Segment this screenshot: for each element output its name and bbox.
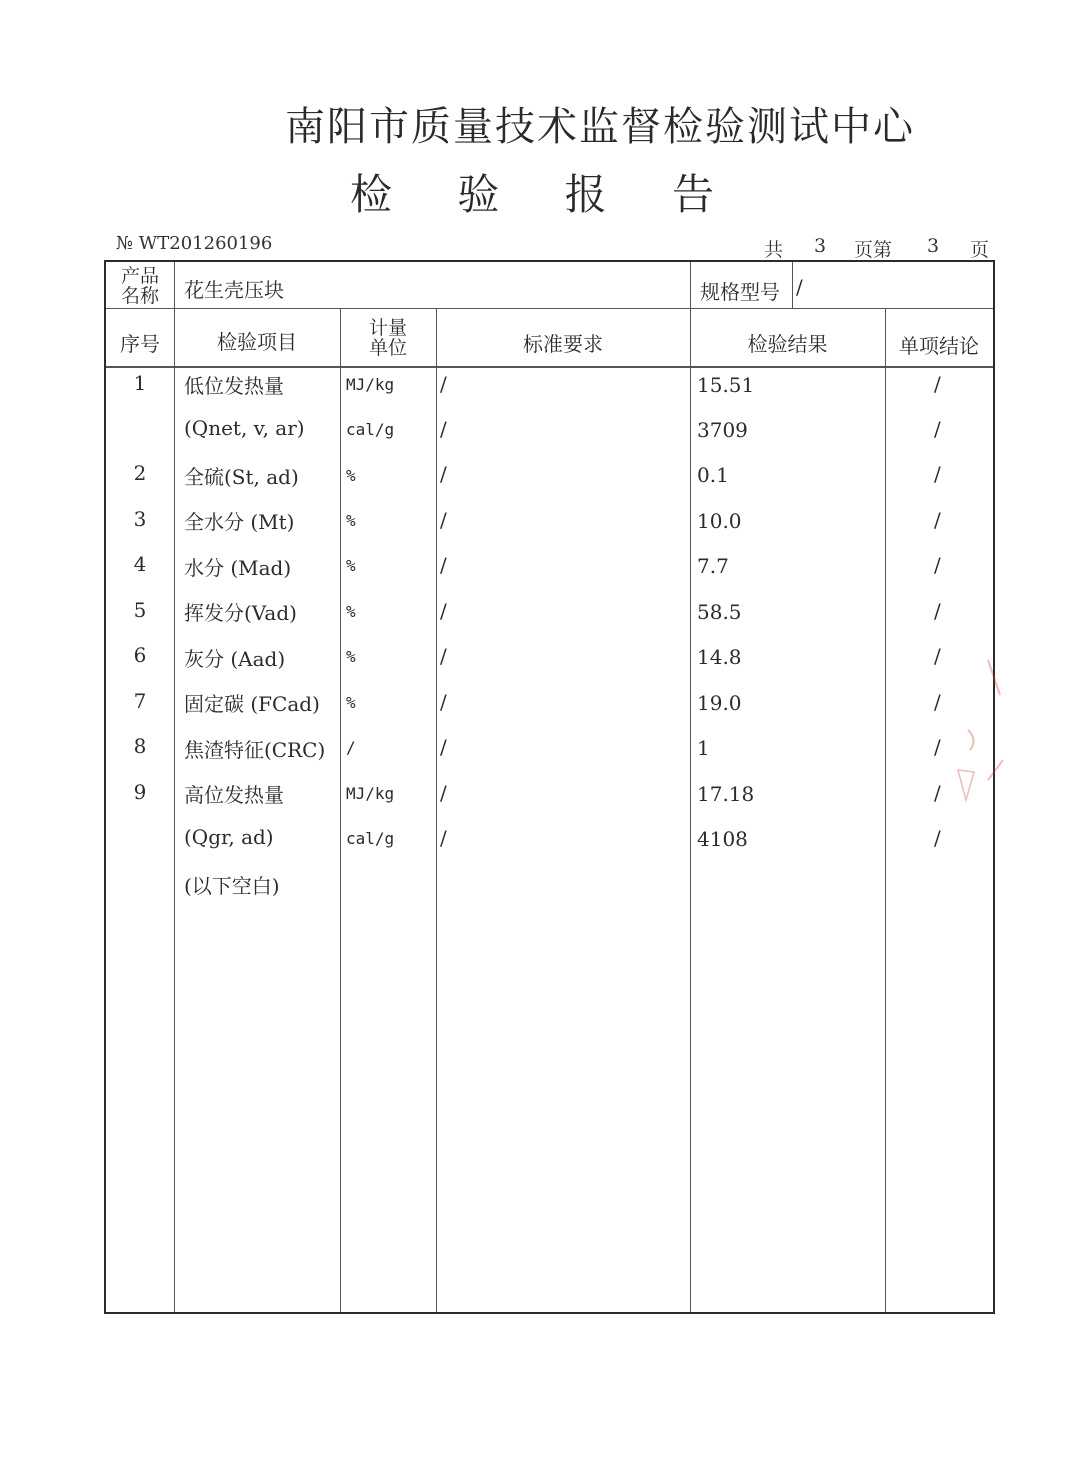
row-standard: /	[440, 735, 447, 759]
row-unit: MJ/kg	[346, 784, 395, 803]
row-item: 灰分 (Aad)	[184, 647, 286, 671]
row-result: 19.0	[697, 691, 742, 715]
seal-stamp-fragment	[948, 660, 1008, 830]
row-standard: /	[440, 690, 447, 714]
row-seq: 5	[133, 598, 147, 622]
page-current: 3	[927, 235, 940, 257]
spec-value-divider	[792, 262, 793, 308]
row-item: 高位发热量	[184, 783, 284, 807]
page-suffix: 页	[970, 239, 990, 261]
product-name-label	[106, 266, 174, 306]
header-seq: 序号	[120, 332, 160, 356]
row-conclusion: /	[934, 781, 941, 805]
row-result: 7.7	[697, 554, 729, 578]
spec-label: 规格型号	[700, 280, 780, 304]
row-seq: 2	[133, 461, 147, 485]
row-result: 17.18	[697, 782, 755, 806]
col-divider-seq	[174, 308, 175, 1312]
header-unit	[340, 318, 436, 358]
row-divider-product	[106, 308, 993, 309]
row-seq: 9	[133, 780, 147, 804]
row-result: 14.8	[697, 645, 742, 669]
header-item: 检验项目	[217, 330, 297, 354]
row-standard: /	[440, 508, 447, 532]
row-item: (Qgr, ad)	[184, 825, 274, 849]
row-item: 低位发热量	[184, 374, 284, 398]
row-seq: 3	[133, 507, 147, 531]
row-unit: /	[346, 738, 356, 757]
page-total: 3	[814, 235, 827, 257]
row-standard: /	[440, 781, 447, 805]
row-standard: /	[440, 372, 447, 396]
header-standard: 标准要求	[523, 332, 603, 356]
row-conclusion: /	[934, 417, 941, 441]
col-divider-item	[340, 308, 341, 1312]
page-mid: 页第	[854, 239, 893, 261]
row-seq: 6	[133, 643, 147, 667]
row-unit: MJ/kg	[346, 375, 395, 394]
row-conclusion: /	[934, 599, 941, 623]
row-standard: /	[440, 462, 447, 486]
row-unit: cal/g	[346, 420, 395, 439]
spec-value: /	[796, 275, 803, 299]
row-item: 全水分 (Mt)	[184, 510, 295, 534]
row-result: 15.51	[697, 373, 755, 397]
row-conclusion: /	[934, 462, 941, 486]
row-seq: 8	[133, 734, 147, 758]
row-result: 3709	[697, 418, 748, 442]
report-title: 检 验 报 告	[349, 170, 741, 219]
row-conclusion: /	[934, 553, 941, 577]
header-conclusion: 单项结论	[899, 334, 979, 358]
page-info	[764, 235, 996, 259]
row-unit: %	[346, 466, 356, 485]
row-seq: 4	[133, 552, 147, 576]
row-item: (以下空白)	[184, 874, 280, 898]
row-divider-header	[106, 366, 993, 368]
row-seq: 1	[133, 371, 147, 395]
row-conclusion: /	[934, 735, 941, 759]
row-item: (Qnet, v, ar)	[184, 416, 305, 440]
row-unit: %	[346, 602, 356, 621]
row-conclusion: /	[934, 690, 941, 714]
product-name-label-line2: 名称	[120, 285, 159, 307]
product-label-divider	[174, 262, 175, 308]
inspection-table	[104, 260, 995, 1314]
row-result: 1	[697, 736, 710, 760]
row-unit: %	[346, 647, 356, 666]
row-item: 水分 (Mad)	[184, 556, 292, 580]
row-item: 全硫(St, ad)	[184, 465, 299, 489]
header-unit-line2: 单位	[368, 337, 407, 359]
org-title: 南阳市质量技术监督检验测试中心	[285, 104, 915, 150]
row-item: 焦渣特征(CRC)	[184, 738, 326, 762]
row-item: 固定碳 (FCad)	[184, 692, 320, 716]
row-standard: /	[440, 644, 447, 668]
row-conclusion: /	[934, 644, 941, 668]
row-item: 挥发分(Vad)	[184, 601, 297, 625]
row-unit: %	[346, 693, 356, 712]
row-result: 0.1	[697, 463, 729, 487]
row-conclusion: /	[934, 508, 941, 532]
row-result: 4108	[697, 827, 748, 851]
col-divider-result	[885, 308, 886, 1312]
row-standard: /	[440, 417, 447, 441]
page-total-prefix: 共	[764, 239, 784, 261]
row-standard: /	[440, 599, 447, 623]
row-seq: 7	[133, 689, 147, 713]
col-divider-unit	[436, 308, 437, 1312]
spec-label-left-divider	[690, 262, 691, 308]
report-number: № WT201260196	[116, 233, 273, 254]
product-name-value: 花生壳压块	[184, 278, 284, 302]
row-standard: /	[440, 553, 447, 577]
row-standard: /	[440, 826, 447, 850]
header-result: 检验结果	[747, 332, 828, 356]
row-unit: %	[346, 556, 356, 575]
row-unit: cal/g	[346, 829, 395, 848]
row-conclusion: /	[934, 826, 941, 850]
product-name-label-line1: 产品	[120, 265, 159, 287]
col-divider-standard	[690, 308, 691, 1312]
header-unit-line1: 计量	[368, 317, 407, 339]
row-unit: %	[346, 511, 356, 530]
row-result: 10.0	[697, 509, 742, 533]
row-conclusion: /	[934, 372, 941, 396]
row-result: 58.5	[697, 600, 742, 624]
